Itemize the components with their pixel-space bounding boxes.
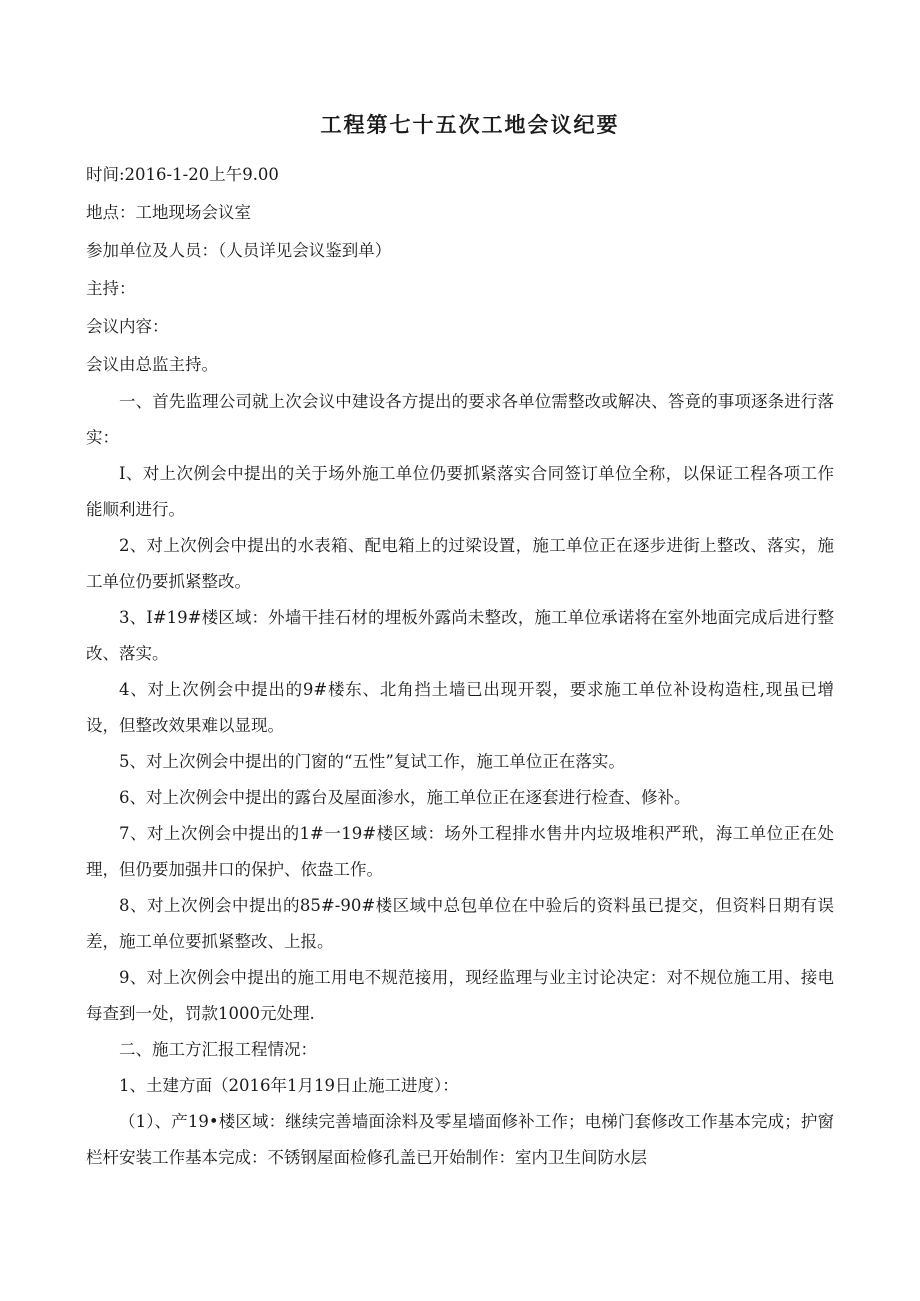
meeting-time: 时间:2016-1-20上午9.00 xyxy=(86,165,279,184)
item-9: 9、对上次例会中提出的施工用电不规范接用，现经监理与业主讨论决定：对不规位施工用、接电每查到一处，罚款1000元处理. xyxy=(86,968,834,1023)
meeting-content-label: 会议内容： xyxy=(86,317,169,336)
item-2: 2、对上次例会中提出的水表箱、配电箱上的过梁设置，施工单位正在逐步进街上整改、落实，施工单位仍要抓紧整改。 xyxy=(86,536,834,591)
meeting-attendees: 参加单位及人员：（人员详见会议鉴到单） xyxy=(86,241,392,260)
section-one-intro: 一、首先监理公司就上次会议中建设各方提出的要求各单位需整改或解决、答竟的事项逐条进行落实： xyxy=(86,392,834,447)
item-7: 7、对上次例会中提出的1#一19#楼区域：场外工程排水售井内垃圾堆积严玳，海工单位正在处理，但仍要加强井口的保护、依盎工作。 xyxy=(86,824,834,879)
meeting-location: 地点：工地现场会议室 xyxy=(86,203,251,222)
item-5: 5、对上次例会中提出的门窗的“五性”复试工作，施工单位正在落实。 xyxy=(119,752,625,771)
section-two-heading: 二、施工方汇报工程情况： xyxy=(119,1040,317,1059)
item-1: I、对上次例会中提出的关于场外施工单位仍要抓紧落实合同签订单位全称，以保证工程各项工作能顺利进行。 xyxy=(86,464,834,519)
meeting-host: 主持： xyxy=(86,279,136,298)
meeting-chair-note: 会议由总监主持。 xyxy=(86,355,218,374)
item-8: 8、对上次例会中提出的85#-90#楼区域中总包单位在中验后的资料虽已提交，但资料日期有误差，施工单位要抓紧整改、上报。 xyxy=(86,896,834,951)
document-title: 工程第七十五次工地会议纪要 xyxy=(320,112,620,137)
civil-works-item-1: （1）、产19•楼区域：继续完善墙面涂料及零星墙面修补工作；电梯门套修改工作基本完成；护窗栏杆安装工作基本完成：不锈钢屋面检修孔盖已开始制作：室内卫生间防水层 xyxy=(86,1112,834,1167)
item-3: 3、I#19#楼区域：外墙干挂石材的埋板外露尚未整改，施工单位承诺将在室外地面完成后进行整改、落实。 xyxy=(86,608,834,663)
item-6: 6、对上次例会中提出的露台及屋面渗水，施工单位正在逐套进行检查、修补。 xyxy=(119,788,691,807)
item-4: 4、对上次例会中提出的9#楼东、北角挡土墙已出现开裂，要求施工单位补设构造柱,现虽已增设，但整改效果难以显现。 xyxy=(86,680,834,735)
document-page xyxy=(86,110,834,1176)
civil-works-heading: 1、土建方面（2016年1月19日止施工进度）： xyxy=(119,1076,459,1095)
